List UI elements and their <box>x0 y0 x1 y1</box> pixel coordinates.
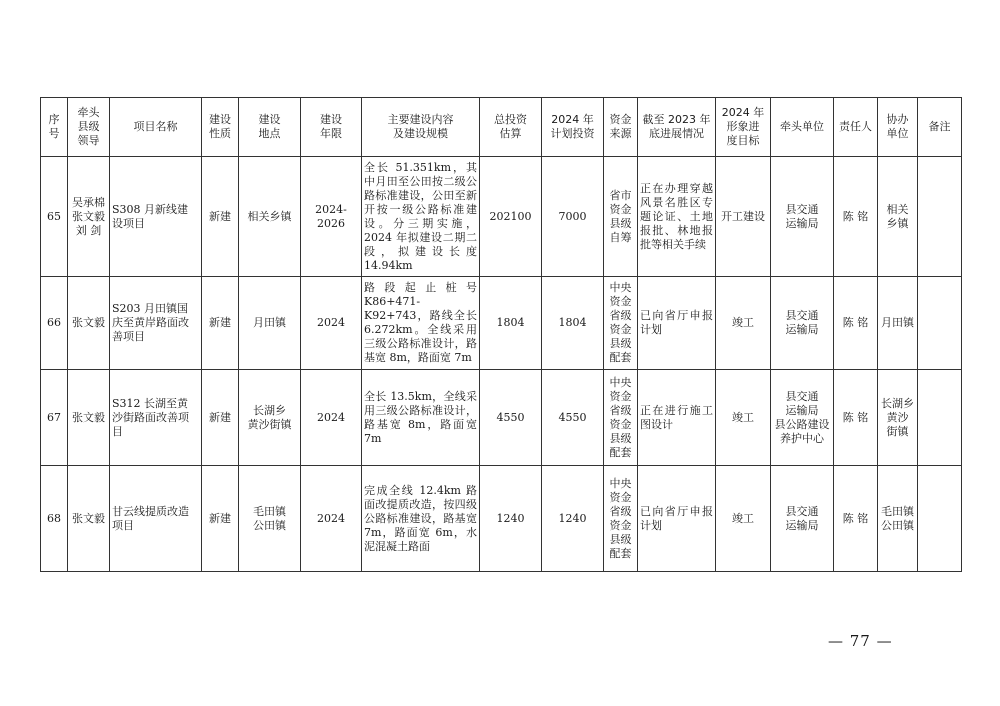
cell-years: 2024 <box>301 277 362 370</box>
cell-co-unit: 月田镇 <box>878 277 918 370</box>
cell-nature: 新建 <box>202 157 239 277</box>
cell-total-investment: 1804 <box>480 277 542 370</box>
cell-co-unit: 毛田镇 公田镇 <box>878 466 918 572</box>
cell-remark <box>918 466 962 572</box>
header-content: 主要建设内容 及建设规模 <box>362 98 480 157</box>
header-target-2024: 2024 年 形象进 度目标 <box>716 98 771 157</box>
header-remark: 备注 <box>918 98 962 157</box>
cell-progress-2023: 正在办理穿越风景名胜区专题论证、土地报批、林地报批等相关手续 <box>638 157 716 277</box>
cell-no: 68 <box>41 466 68 572</box>
cell-location: 毛田镇 公田镇 <box>239 466 301 572</box>
header-lead-unit: 牵头单位 <box>771 98 834 157</box>
cell-content: 完成全线 12.4km 路面改提质改造，按四级公路标准建设，路基宽 7m，路面宽 6m，水泥混凝土路面 <box>362 466 480 572</box>
project-table <box>40 97 962 572</box>
cell-remark <box>918 157 962 277</box>
cell-target-2024: 开工建设 <box>716 157 771 277</box>
cell-years: 2024-2026 <box>301 157 362 277</box>
cell-leader: 吴承棉 张文毅 刘 剑 <box>68 157 110 277</box>
header-leader: 牵头 县级 领导 <box>68 98 110 157</box>
header-no: 序 号 <box>41 98 68 157</box>
cell-total-investment: 4550 <box>480 370 542 466</box>
cell-target-2024: 竣工 <box>716 277 771 370</box>
header-total-investment: 总投资 估算 <box>480 98 542 157</box>
cell-co-unit: 相关 乡镇 <box>878 157 918 277</box>
cell-project-name: S312 长湖至黄沙街路面改善项目 <box>110 370 202 466</box>
header-plan-2024: 2024 年 计划投资 <box>542 98 604 157</box>
cell-nature: 新建 <box>202 370 239 466</box>
header-years: 建设 年限 <box>301 98 362 157</box>
cell-years: 2024 <box>301 466 362 572</box>
cell-lead-unit: 县交通 运输局 <box>771 466 834 572</box>
cell-no: 67 <box>41 370 68 466</box>
cell-nature: 新建 <box>202 277 239 370</box>
header-person: 责任人 <box>834 98 878 157</box>
cell-content: 全长 51.351km，其中月田至公田按二级公路标准建设，公田至新开按一级公路标准建设。分三期实施，2024 年拟建设二期二段，拟建设长度 14.94km <box>362 157 480 277</box>
header-co-unit: 协办 单位 <box>878 98 918 157</box>
cell-progress-2023: 正在进行施工图设计 <box>638 370 716 466</box>
header-progress-2023: 截至 2023 年 底进展情况 <box>638 98 716 157</box>
cell-person: 陈 铭 <box>834 466 878 572</box>
cell-person: 陈 铭 <box>834 277 878 370</box>
cell-years: 2024 <box>301 370 362 466</box>
cell-lead-unit: 县交通 运输局 县公路建设 养护中心 <box>771 370 834 466</box>
table-header-row <box>41 98 962 157</box>
header-location: 建设 地点 <box>239 98 301 157</box>
cell-person: 陈 铭 <box>834 157 878 277</box>
cell-project-name: S308 月新线建设项目 <box>110 157 202 277</box>
cell-fund-source: 省市资金县级自筹 <box>604 157 638 277</box>
cell-target-2024: 竣工 <box>716 370 771 466</box>
cell-nature: 新建 <box>202 466 239 572</box>
table-row <box>41 157 962 277</box>
table-row <box>41 370 962 466</box>
cell-content: 全长 13.5km，全线采用三级公路标准设计，路基宽 8m，路面宽 7m <box>362 370 480 466</box>
cell-location: 月田镇 <box>239 277 301 370</box>
cell-leader: 张文毅 <box>68 277 110 370</box>
cell-fund-source: 中央资金省级资金县级配套 <box>604 277 638 370</box>
cell-plan-2024: 1804 <box>542 277 604 370</box>
table-row <box>41 466 962 572</box>
cell-total-investment: 1240 <box>480 466 542 572</box>
cell-location: 相关乡镇 <box>239 157 301 277</box>
cell-total-investment: 202100 <box>480 157 542 277</box>
cell-remark <box>918 370 962 466</box>
cell-progress-2023: 已向省厅申报计划 <box>638 466 716 572</box>
cell-lead-unit: 县交通 运输局 <box>771 157 834 277</box>
cell-plan-2024: 1240 <box>542 466 604 572</box>
cell-no: 66 <box>41 277 68 370</box>
cell-fund-source: 中央资金省级资金县级配套 <box>604 466 638 572</box>
cell-leader: 张文毅 <box>68 466 110 572</box>
page-number: — 77 — <box>828 632 893 650</box>
cell-leader: 张文毅 <box>68 370 110 466</box>
header-project-name: 项目名称 <box>110 98 202 157</box>
cell-location: 长湖乡 黄沙街镇 <box>239 370 301 466</box>
cell-no: 65 <box>41 157 68 277</box>
cell-project-name: 甘云线提质改造项目 <box>110 466 202 572</box>
cell-remark <box>918 277 962 370</box>
cell-plan-2024: 7000 <box>542 157 604 277</box>
cell-fund-source: 中央资金省级资金县级配套 <box>604 370 638 466</box>
header-fund-source: 资金 来源 <box>604 98 638 157</box>
cell-progress-2023: 已向省厅申报计划 <box>638 277 716 370</box>
cell-co-unit: 长湖乡 黄沙 街镇 <box>878 370 918 466</box>
cell-content: 路段起止桩号 K86+471-K92+743，路线全长 6.272km。全线采用三级公路标准设计，路基宽 8m，路面宽 7m <box>362 277 480 370</box>
table-row <box>41 277 962 370</box>
cell-plan-2024: 4550 <box>542 370 604 466</box>
cell-person: 陈 铭 <box>834 370 878 466</box>
cell-target-2024: 竣工 <box>716 466 771 572</box>
header-nature: 建设 性质 <box>202 98 239 157</box>
cell-project-name: S203 月田镇国庆至黄岸路面改善项目 <box>110 277 202 370</box>
cell-lead-unit: 县交通 运输局 <box>771 277 834 370</box>
